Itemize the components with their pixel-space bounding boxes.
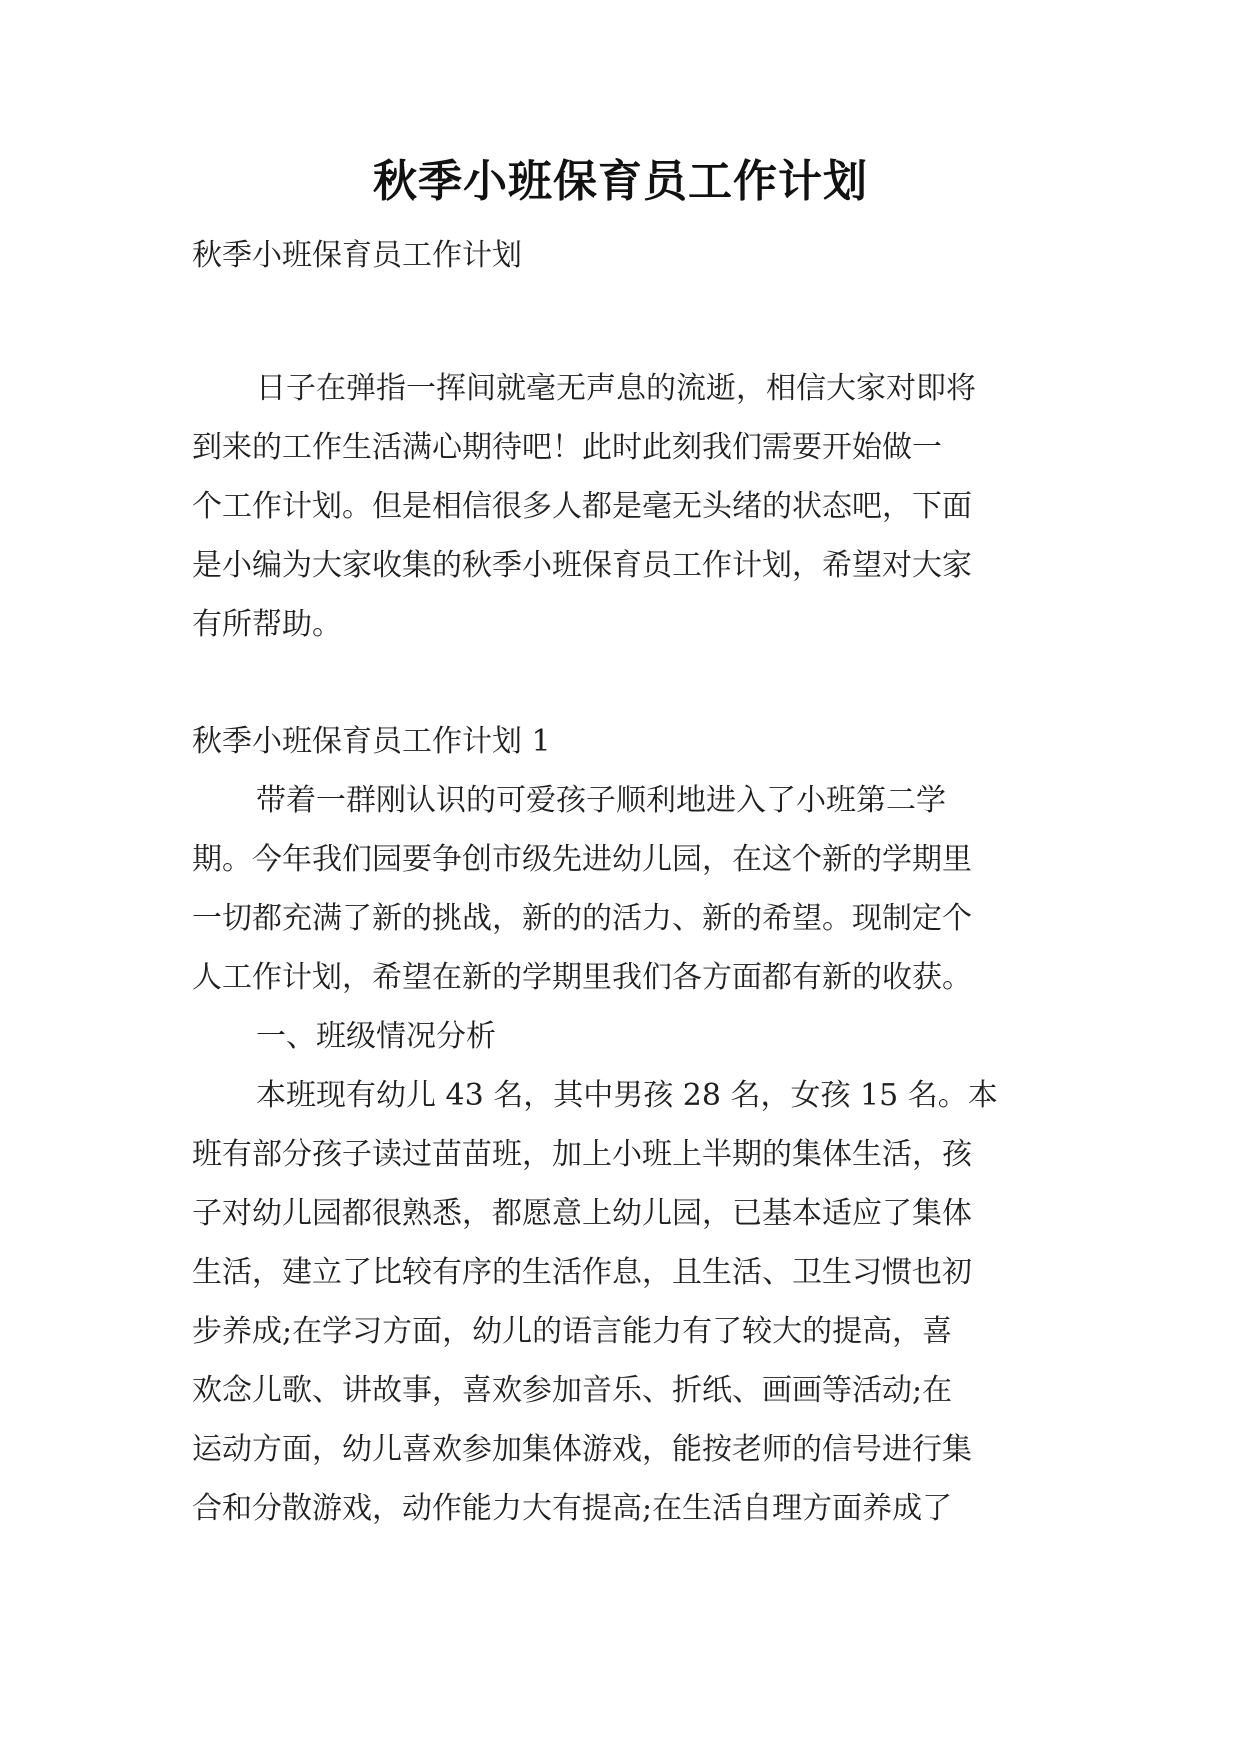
analysis-line: 步养成;在学习方面，幼儿的语言能力有了较大的提高，喜	[192, 1314, 953, 1349]
section-heading: 秋季小班保育员工作计划 1	[192, 724, 551, 759]
analysis-line: 运动方面，幼儿喜欢参加集体游戏，能按老师的信号进行集	[192, 1432, 972, 1467]
analysis-line: 欢念儿歌、讲故事，喜欢参加音乐、折纸、画画等活动;在	[192, 1373, 953, 1408]
section1-line: 带着一群刚认识的可爱孩子顺利地进入了小班第二学	[256, 783, 946, 818]
intro-line: 个工作计划。但是相信很多人都是毫无头绪的状态吧，下面	[192, 489, 972, 524]
document-subtitle: 秋季小班保育员工作计划	[192, 238, 522, 273]
analysis-line: 班有部分孩子读过苗苗班，加上小班上半期的集体生活，孩	[192, 1137, 972, 1172]
document-title: 秋季小班保育员工作计划	[373, 156, 868, 207]
subheading: 一、班级情况分析	[256, 1019, 496, 1054]
section1-line: 期。今年我们园要争创市级先进幼儿园，在这个新的学期里	[192, 842, 972, 877]
analysis-line: 子对幼儿园都很熟悉，都愿意上幼儿园，已基本适应了集体	[192, 1196, 972, 1231]
intro-line: 到来的工作生活满心期待吧！此时此刻我们需要开始做一	[192, 430, 942, 465]
section1-line: 一切都充满了新的挑战，新的的活力、新的希望。现制定个	[192, 901, 972, 936]
intro-line: 是小编为大家收集的秋季小班保育员工作计划，希望对大家	[192, 548, 972, 583]
intro-line: 日子在弹指一挥间就毫无声息的流逝，相信大家对即将	[256, 371, 976, 406]
intro-line: 有所帮助。	[192, 607, 342, 642]
section1-line: 人工作计划，希望在新的学期里我们各方面都有新的收获。	[192, 960, 972, 995]
analysis-line: 合和分散游戏，动作能力大有提高;在生活自理方面养成了	[192, 1491, 953, 1526]
analysis-line: 生活，建立了比较有序的生活作息，且生活、卫生习惯也初	[192, 1255, 972, 1290]
analysis-line: 本班现有幼儿 43 名，其中男孩 28 名，女孩 15 名。本	[256, 1078, 998, 1113]
